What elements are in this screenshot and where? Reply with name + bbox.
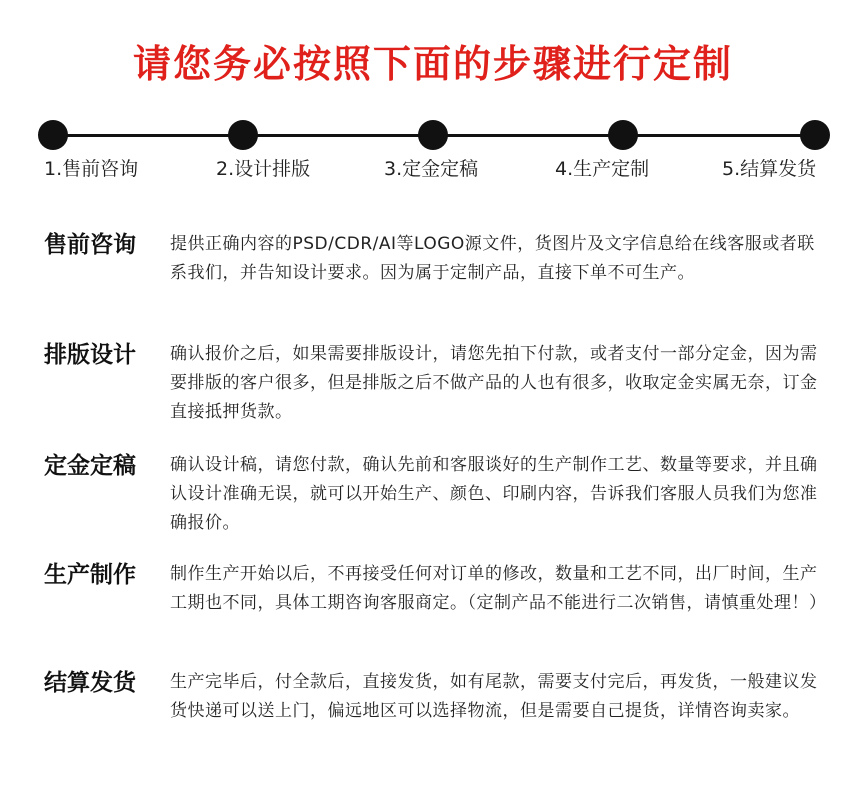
section-heading: 结算发货 [44, 670, 136, 696]
section-heading: 定金定稿 [44, 453, 136, 479]
timeline-dot-step-1 [38, 120, 68, 150]
section-heading: 生产制作 [44, 562, 136, 588]
timeline-dot-step-3 [418, 120, 448, 150]
step-label-4: 4.生产定制 [555, 158, 650, 180]
step-label-5: 5.结算发货 [722, 158, 817, 180]
step-label-3: 3.定金定稿 [384, 158, 479, 180]
step-label-2: 2.设计排版 [216, 158, 311, 180]
step-label-1: 1.售前咨询 [44, 158, 139, 180]
section-heading: 排版设计 [44, 342, 136, 368]
timeline-dot-step-5 [800, 120, 830, 150]
process-timeline [38, 120, 830, 152]
timeline-dot-step-2 [228, 120, 258, 150]
section-text: 提供正确内容的PSD/CDR/AI等LOGO源文件，货图片及文字信息给在线客服或者联系我们，并告知设计要求。因为属于定制产品，直接下单不可生产。 [170, 234, 815, 283]
section-text: 确认设计稿，请您付款，确认先前和客服谈好的生产制作工艺、数量等要求，并且确认设计准确无误，就可以开始生产、颜色、印刷内容，告诉我们客服人员我们为您准确报价。 [170, 455, 818, 533]
section-text: 制作生产开始以后，不再接受任何对订单的修改，数量和工艺不同，出厂时间，生产工期也不同，具体工期咨询客服商定。（定制产品不能进行二次销售，请慎重处理！） [170, 564, 827, 613]
page-title: 请您务必按照下面的步骤进行定制 [132, 42, 733, 86]
section-text: 生产完毕后，付全款后，直接发货，如有尾款，需要支付完后，再发货，一般建议发货快递可以送上门，偏远地区可以选择物流，但是需要自己提货，详情咨询卖家。 [170, 672, 818, 721]
section-heading: 售前咨询 [44, 232, 136, 258]
timeline-dot-step-4 [608, 120, 638, 150]
section-text: 确认报价之后，如果需要排版设计，请您先拍下付款，或者支付一部分定金，因为需要排版的客户很多，但是排版之后不做产品的人也有很多，收取定金实属无奈，订金直接抵押货款。 [170, 344, 818, 422]
